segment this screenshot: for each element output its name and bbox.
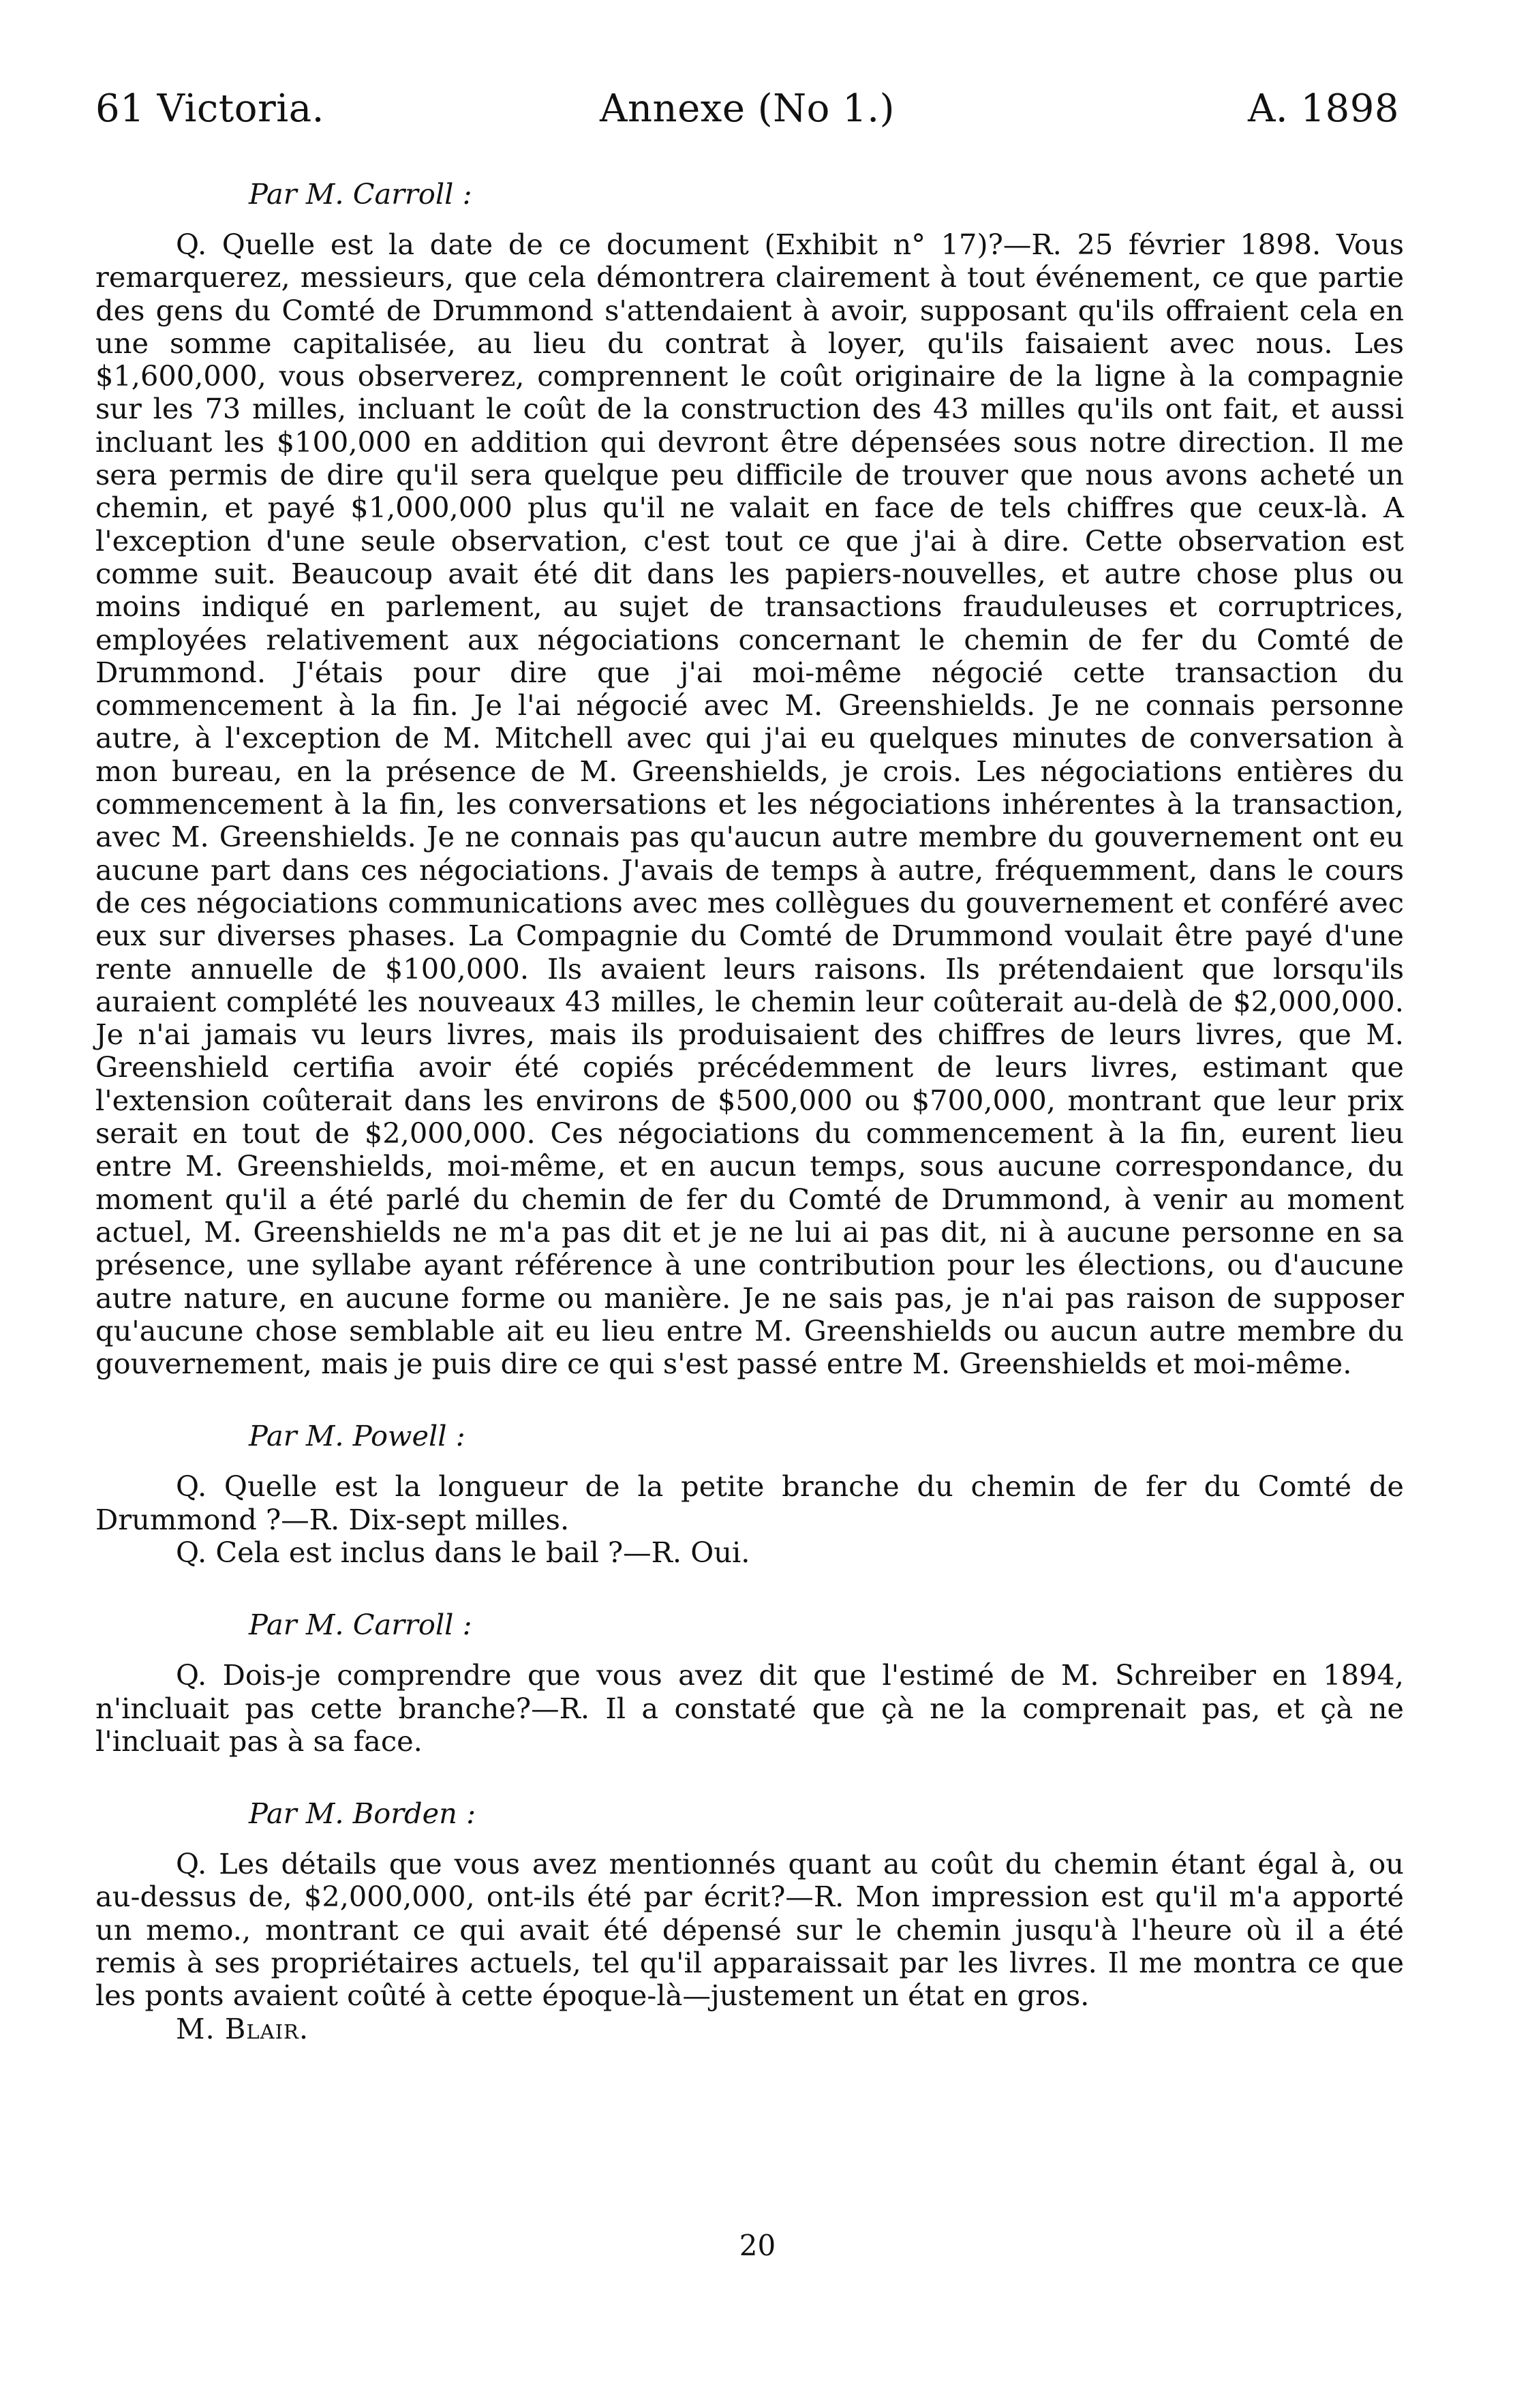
speaker-heading: Par M. Powell : [249, 1419, 465, 1453]
testimony-paragraph: Q. Quelle est la longueur de la petite branche du chemin de fer du Comté de Drummond ?—R. Dix-sept milles. [95, 1469, 1404, 1536]
testimony-paragraph: Q. Quelle est la date de ce document (Exhibit n° 17)?—R. 25 février 1898. Vous remarquerez, messieurs, que cela démontrera clairement à tout événement, ce que partie des gens du Comté de Drummond s'attendaient à avoir, supposant qu'ils offraient cela en une somme capitalisée, au lieu du contrat à loyer, qu'ils faisaient avec nous. Les $1,600,000, vous observerez, comprennent le coût originaire de la ligne à la compagnie sur les 73 milles, incluant le coût de la construction des 43 milles qu'ils ont fait, et aussi incluant les $100,000 en addition qui devront être dépensées sous notre direction. Il me sera permis de dire qu'il sera quelque peu difficile de trouver que nous avons acheté un chemin, et payé $1,000,000 plus qu'il ne valait en face de tels chiffres que ceux-là. A l'exception d'une seule observation, c'est tout ce que j'ai à dire. Cette observation est comme suit. Beaucoup avait été dit dans les papiers-nouvelles, et autre chose plus ou moins indiqué en parlement, au sujet de transactions frauduleuses et corruptrices, employées relativement aux négociations concernant le chemin de fer du Comté de Drummond. J'étais pour dire que j'ai moi-même négocié cette transaction du commencement à la fin. Je l'ai négocié avec M. Greenshields. Je ne connais personne autre, à l'exception de M. Mitchell avec qui j'ai eu quelques minutes de conversation à mon bureau, en la présence de M. Greenshields, je crois. Les négociations entières du commencement à la fin, les conversations et les négociations inhérentes à la transaction, avec M. Greenshields. Je ne connais pas qu'aucun autre membre du gouvernement ont eu aucune part dans ces négociations. J'avais de temps à autre, fréquemment, dans le cours de ces négociations communications avec mes collègues du gouvernement et conféré avec eux sur diverses phases. La Compagnie du Comté de Drummond voulait être payé d'une rente annuelle de $100,000. Ils avaient leurs raisons. Ils prétendaient que lorsqu'ils auraient complété les nouveaux 43 milles, le chemin leur coûterait au-delà de $2,000,000. Je n'ai jamais vu leurs livres, mais ils produisaient des chiffres de leurs livres, que M. Greenshield certifia avoir été copiés précédemment de leurs livres, estimant que l'extension coûterait dans les environs de $500,000 ou $700,000, montrant que leur prix serait en tout de $2,000,000. Ces négociations du commencement à la fin, eurent lieu entre M. Greenshields, moi-même, et en aucun temps, sous aucune correspondance, du moment qu'il a été parlé du chemin de fer du Comté de Drummond, à venir au moment actuel, M. Greenshields ne m'a pas dit et je ne lui ai pas dit, ni à aucune personne en sa présence, une syllabe ayant référence à une contribution pour les élections, ou d'aucune autre nature, en aucune forme ou manière. Je ne sais pas, je n'ai pas raison de supposer qu'aucune chose semblable ait eu lieu entre M. Greenshields ou aucun autre membre du gouvernement, mais je puis dire ce qui s'est passé entre M. Greenshields et moi-même. [95, 228, 1404, 1381]
testimony-paragraph: Q. Cela est inclus dans le bail ?—R. Oui. [176, 1535, 750, 1569]
speaker-heading: Par M. Borden : [249, 1797, 476, 1831]
speaker-heading: Par M. Carroll : [249, 177, 472, 211]
header-year: A. 1898 [1247, 87, 1399, 131]
header-session: 61 Victoria. [95, 87, 324, 131]
page-number: 20 [739, 2229, 776, 2262]
witness-signature: M. Blair. [176, 2011, 309, 2045]
header-annex: Annexe (No 1.) [600, 87, 895, 131]
running-header [95, 82, 1399, 136]
testimony-paragraph: Q. Les détails que vous avez mentionnés quant au coût du chemin étant égal à, ou au-dessus de, $2,000,000, ont-ils été par écrit?—R. Mon impression est qu'il m'a apporté un memo., montrant ce qui avait été dépensé sur le chemin jusqu'à l'heure où il a été remis à ses propriétaires actuels, tel qu'il apparaissait par les livres. Il me montra ce que les ponts avaient coûté à cette époque-là—justement un état en gros. [95, 1847, 1404, 2013]
speaker-heading: Par M. Carroll : [249, 1608, 472, 1642]
testimony-body [95, 174, 1404, 2045]
testimony-paragraph: Q. Dois-je comprendre que vous avez dit que l'estimé de M. Schreiber en 1894, n'incluait pas cette branche?—R. Il a constaté que çà ne la comprenait pas, et çà ne l'incluait pas à sa face. [95, 1658, 1404, 1758]
